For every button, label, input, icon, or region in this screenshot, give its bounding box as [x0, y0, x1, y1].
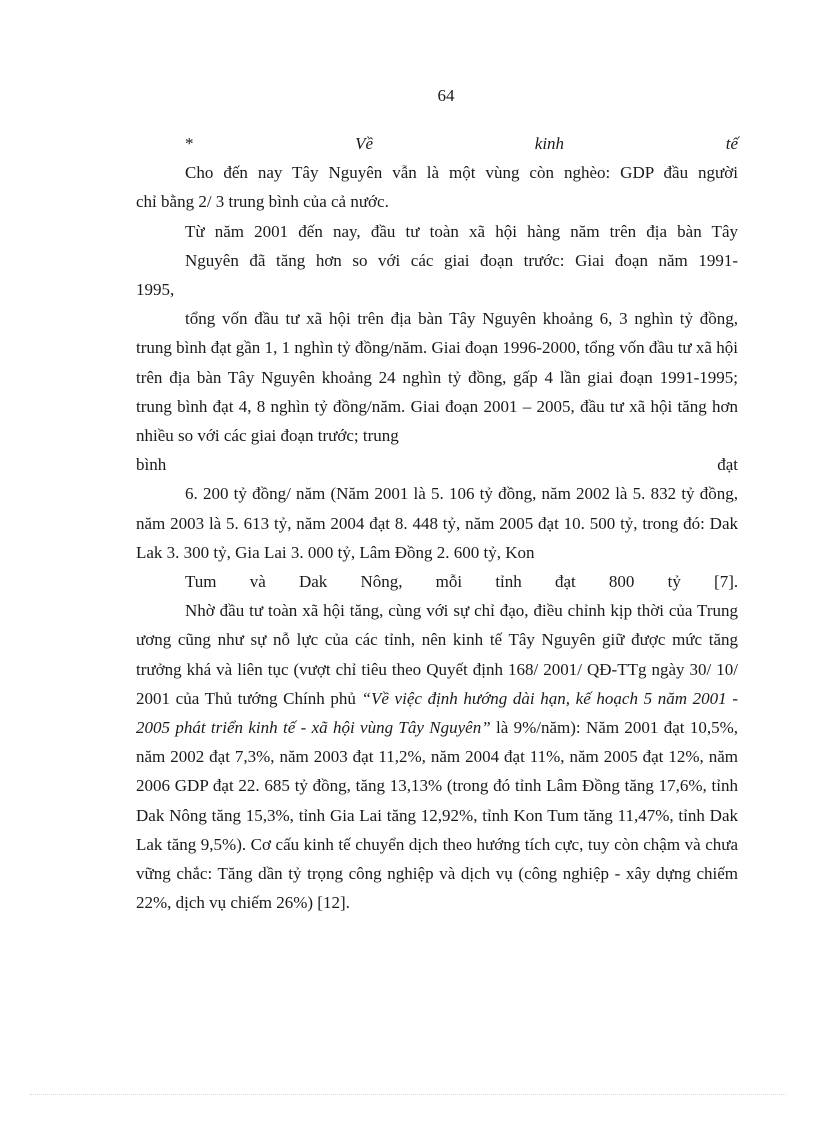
heading-word: tế [725, 134, 739, 153]
paragraph: 6. 200 tỷ đồng/ năm (Năm 2001 là 5. 106 tỷ đồng, năm 2002 là 5. 832 tỷ đồng, năm 2003 là 5. 613 tỷ, năm 2004 đạt 8. 448 tỷ, năm 2005 đạt 10. 500 tỷ, trong đó: Dak Lak 3. 300 tỷ, Gia Lai 3. 000 tỷ, Lâm Đồng 2. 600 tỷ, Kon [136, 484, 738, 562]
word: bình [136, 455, 167, 475]
word: tỷ [667, 572, 681, 592]
word: 800 [608, 572, 635, 592]
paragraph-line: 1995, [136, 280, 175, 300]
paragraph-last-line [136, 450, 738, 479]
paragraph-text: là 9%/năm): Năm 2001 đạt 10,5%, năm 2002 đạt 7,3%, năm 2003 đạt 11,2%, năm 2004 đạt 11%, năm 2005 đạt 12%, năm 2006 GDP đạt 22. 685 tỷ đồng, tăng 13,13% (trong đó tỉnh Lâm Đồng tăng 17,6%, tỉnh Dak Nông tăng 15,3%, tỉnh Gia Lai tăng 12,92%, tỉnh Kon Tum tăng 11,47%, tỉnh Dak Lak tăng 9,5%). Cơ cấu kinh tế chuyển dịch theo hướng tích cực, tuy còn chậm và chưa vững chắc: Tăng dần tỷ trọng công nghiệp và dịch vụ (công nghiệp - xây dựng chiếm 22%, dịch vụ chiếm 26%) [12]. [136, 718, 738, 913]
page-number: 64 [437, 86, 455, 105]
paragraph-line: Nguyên đã tăng hơn so với các giai đoạn trước: Giai đoạn năm 1991- [185, 250, 738, 270]
decision-title-italic: “Về việc định hướng dài hạn, kế hoạch 5 năm 2001 - 2005 phát triển kinh tế - xã hội vùng Tây Nguyên” [136, 688, 738, 738]
body-text [136, 129, 738, 917]
word: đạt [554, 572, 576, 592]
word: Tum [185, 572, 217, 592]
section-heading [136, 129, 738, 158]
heading-word: Về [355, 134, 374, 153]
word: và [249, 572, 266, 592]
paragraph-line: Từ năm 2001 đến nay, đầu tư toàn xã hội hàng năm trên địa bàn Tây [185, 221, 738, 241]
word: tỉnh [495, 572, 522, 592]
paragraph-last-line [136, 567, 738, 596]
word: Nông, [360, 572, 403, 592]
word: Dak [298, 572, 328, 592]
citation: [7]. [714, 572, 739, 592]
paragraph-line: Cho đến nay Tây Nguyên vẫn là một vùng còn nghèo: GDP đầu người [185, 163, 738, 183]
page-bottom-divider [30, 1094, 786, 1095]
paragraph [136, 596, 738, 917]
heading-bullet: * [185, 134, 194, 153]
paragraph-text: Nhờ đầu tư toàn xã hội tăng, cùng với sự chỉ đạo, điều chỉnh kịp thời của Trung ương cũng như sự nỗ lực của các tỉnh, nên kinh tế Tây Nguyên giữ được mức tăng trưởng khá và liên tục (vượt chỉ tiêu theo Quyết định 168/ 2001/ QĐ-TTg ngày 30/ 10/ 2001 của Thủ tướng Chính phủ [136, 601, 738, 708]
word: mỗi [435, 572, 463, 592]
paragraph: tổng vốn đầu tư xã hội trên địa bàn Tây Nguyên khoảng 6, 3 nghìn tỷ đồng, trung bình đạt gần 1, 1 nghìn tỷ đồng/năm. Giai đoạn 1996-2000, tổng vốn đầu tư xã hội trên địa bàn Tây Nguyên khoảng 24 nghìn tỷ đồng, gấp 4 lần giai đoạn 1991-1995; trung bình đạt 4, 8 nghìn tỷ đồng/năm. Giai đoạn 2001 – 2005, đầu tư xã hội tăng hơn nhiều so với các giai đoạn trước; trung [136, 309, 738, 446]
heading-word: kinh [534, 134, 565, 153]
word: đạt [717, 455, 738, 475]
paragraph-line: chỉ bằng 2/ 3 trung bình của cả nước. [136, 192, 389, 212]
